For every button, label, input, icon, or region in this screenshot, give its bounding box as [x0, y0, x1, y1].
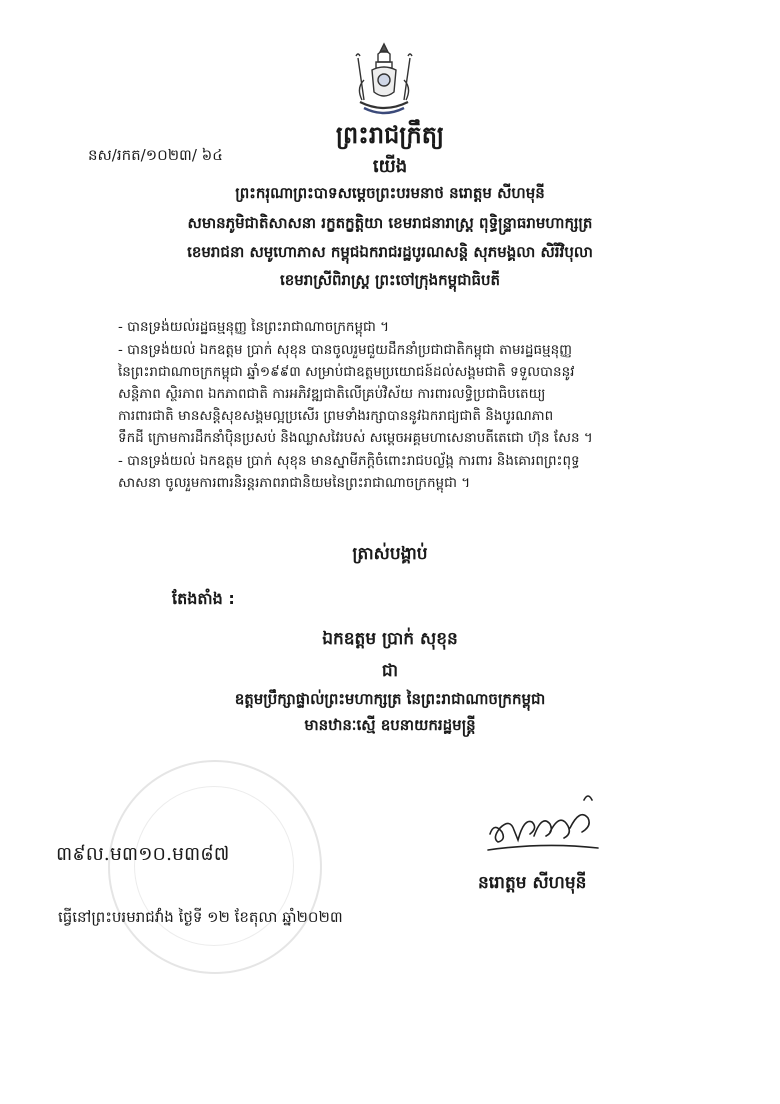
reference-number: ៣៩ល.ម៣១០.ម៣៨៧: [56, 843, 230, 865]
document-number: នស/រកត/១០២៣/ ៦៤: [88, 146, 223, 164]
article-label: តែងតាំង :: [172, 589, 235, 608]
signer-name: នរោត្តម សីហមុនី: [478, 873, 587, 893]
appointee-name: ឯកឧត្តម ប្រាក់ សុខុន: [322, 629, 458, 649]
position-rank: មានឋានៈស្មើ ឧបនាយករដ្ឋមន្ត្រី: [304, 716, 476, 734]
clause-constitution: - បានទ្រង់យល់រដ្ឋធម្មនុញ្ញ នៃព្រះរាជាណាចក្រកម្ពុជា ។: [118, 319, 390, 335]
decree-heading: ត្រាស់បង្គាប់: [352, 544, 428, 564]
clause-leadership: - បានទ្រង់យល់ ឯកឧត្តម ប្រាក់ សុខុន បានចូលរួមជួយដឹកនាំប្រជាជាតិកម្ពុជា តាមរដ្ឋធម្មនុញ្ញ នៃព្រះរាជាណាចក្រកម្ពុជា ឆ្នាំ១៩៩៣ សម្រាប់ជាឧត្តមប្រយោជន៍ដល់សង្គមជាតិ ទទួលបាននូវ សន្តិភាព ស្ថិរភាព ឯកភាពជាតិ ការអភិវឌ្ឍជាតិលើគ្រប់វិស័យ ការពារលទ្ធិប្រជាធិបតេយ្យ ការពារជាតិ មានសន្តិសុខសង្គមល្អប្រសើរ ព្រមទាំងរក្សាបាននូវឯករាជ្យជាតិ និងបូរណភាព ទឹកដី ក្រោមការដឹកនាំប៉ិនប្រសប់ និងឈ្លាសវៃរបស់ សម្តេចអគ្គមហាសេនាបតីតេជោ ហ៊ុន សែន ។: [118, 342, 593, 446]
king-title-line-2: សមានភូមិជាតិសាសនា រក្ខតក្ខត្តិយា ខេមរាជនារាស្ត្រ ពុទ្ធិន្ទ្រាធរាមហាក្សត្រ: [187, 214, 593, 232]
king-title-line-1: ព្រះករុណាព្រះបាទសម្តេចព្រះបរមនាថ នរោត្តម សីហមុនី: [235, 184, 545, 202]
document-title: ព្រះរាជក្រឹត្យ: [335, 121, 445, 149]
position-title: ឧត្តមប្រឹក្សាផ្ទាល់ព្រះមហាក្សត្រ នៃព្រះរាជាណាចក្រកម្ពុជា: [234, 690, 546, 708]
place-and-date: ធ្វើនៅព្រះបរមរាជវាំង ថ្ងៃទី ១២ ខែតុលា ឆ្នាំ២០២៣: [58, 908, 343, 926]
clause-loyalty: - បានទ្រង់យល់ ឯកឧត្តម ប្រាក់ សុខុន មានស្នាមីភក្តិចំពោះរាជបល្ល័ង្ក ការពារ និងគោរពព្រះពុទ្ធ សាសនា ចូលរួមការពារនិរន្តរភាពរាជានិយមនៃព្រះរាជាណាចក្រកម្ពុជា ។: [118, 453, 580, 491]
king-title-line-4: ខេមរាស្រីពិរាស្ត្រ ព្រះចៅក្រុងកម្ពុជាធិបតី: [279, 271, 501, 289]
king-title-line-3: ខេមរាជនា សមូហោភាស កម្ពុជឯករាជរដ្ឋបូរណសន្តិ សុភមង្គលា សិរីវិបុលា: [187, 243, 593, 261]
royal-signature-icon: [484, 788, 604, 858]
we-heading: យើង: [372, 156, 408, 177]
preamble-clauses: [118, 316, 678, 495]
as-word: ជា: [381, 661, 399, 681]
royal-coat-of-arms-icon: [342, 40, 426, 120]
